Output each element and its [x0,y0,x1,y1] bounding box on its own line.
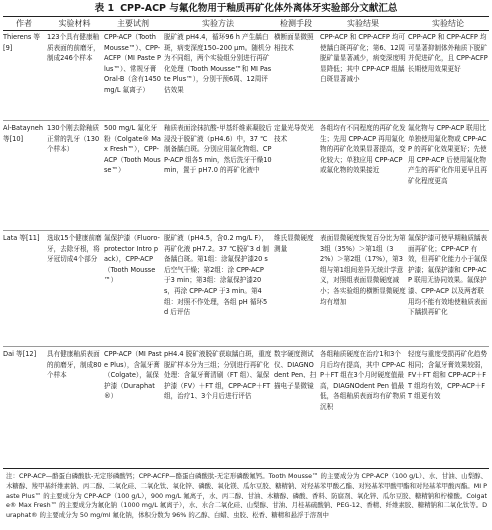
row1-method: 脱矿液 pH4.4，循环96 h 产生龋白斑，病变深度150–200 μm。随机分为不同组，两个实验组分别进行再矿化处理（Tooth Mousse™和 MI Paste Plus™），分别干预6周、12周评估效果 [164,33,272,94]
row2-conclusion: 氟化物与 CPP-ACP 联用比单独使用氟化物或 CPP-ACP 的再矿化效果更好；先使用 CPP-ACP 后使用氟化物产生的再矿化作用更早且再矿化程度更高 [408,124,488,185]
row2-author: Al-Batayneh 等[10] [3,124,43,143]
table-note: 注：CPP-ACP—酪蛋白磷酸肽-无定形磷酸钙；CPP-ACFP—酪蛋白磷酸肽-无定形磷酸氟钙。Tooth Mousse™ 的主要成分为 CPP-ACP（100 g/L）、水、甘油、山梨醇、木糖醇、羧甲基纤维素钠、丙二醇、二氧化硅、二氧化钛、氧化锌、磷酸、氧化镁、瓜尔豆胶、糖精钠、对羟基苯甲酸乙酯、对羟基苯甲酸甲酯和对羟基苯甲酸丙酯。MI Paste Plus™ 的主要成分为 CPP-ACP（100 g/L），900 mg/L 氟离子，水、丙二醇、甘油、木糖醇、磷酸、香料、防腐剂、氧化锌、瓜尔豆胶、糖精钠和柠檬酸。Colgate® Max Fresh™ 的主要成分为氟化钠（1000 mg/L 氟离子），水、水合二氧化硅、山梨醇、甘油、月桂基硫酸钠、PEG-12、香精、纤维素胶、糖精钠和二氧化钛等。Duraphat® 的主要成分为 50 mg/ml 氟化钠，体积分数为 96% 的乙醇、白蜡、虫胶、松香、糖精和悬浮于溶剂中 [6,472,487,520]
row-separator [3,346,489,347]
row2-detection: 定量光导荧光技术 [274,124,314,143]
table-bottom-rule [3,468,489,469]
row-separator [3,230,489,231]
row3-method: 脱矿液（pH4.5，含0.2 mg/L F），再矿化液 pH7.2。37 ℃脱矿3 d 制备龋白斑。第1组：涂氟保护漆20 s 后空气干燥；第2组：涂 CPP-ACP 于3 min；第3组：涂氟保护漆20 s，再涂 CPP-ACP 于3 min。第4组：对照不作处理，各组 pH 循环5 d 后评估 [164,234,269,317]
row3-conclusion: 氟保护漆可使早期釉质龋表面再矿化；CPP-ACP 有效，但再矿化能力小于氟保护漆；氟保护漆和 CPP-ACP 联用无协同效果。氟保护漆、CPP-ACP 以及两者联用均不能有效地使釉质表面下龋损再矿化 [408,234,488,317]
row1-detection: 横断面显微照相技术 [274,33,314,52]
row1-reagent: CPP-ACP（Tooth Mousse™）、CPP-ACFP（MI Paste Plus™）、常规牙膏 Oral-B（含有1450 mg/L 氟离子） [104,33,162,94]
row4-method: pH4.4 脱矿液脱矿获取龋白斑，重度脱矿样本分为三组；分别进行再矿化处理：含氟牙膏清刷（FT 组）、氟保护漆（FV）＋FT 组，CPP-ACP＋FT 组，治疗1、3个月后进行评估 [164,350,272,401]
row3-result: 表面显微硬度恢复百分比为第3组（35%）＞第1组（32%）＞第2组（17%），第3组与第1组间差异无统计学意义，对照组表面显微硬度减小；各实验组的横断显微硬度均有增加 [320,234,406,306]
header-material: 实验材料 [58,19,91,28]
table-number: 表 1 [94,3,115,14]
row1-conclusion: CPP-ACP 和 CPP-ACFP 均可显著抑制体外釉质下脱矿并促进矿化，且 CPP-ACFP 长期使用效果更好 [408,33,488,73]
header-detection: 检测手段 [280,19,312,28]
header-method: 实验方法 [202,19,234,28]
header-result: 实验结果 [347,19,379,28]
table-title: CPP-ACP 与氟化物用于釉质再矿化体外离体牙实验部分文献汇总 [120,3,398,14]
row3-reagent: 氟保护漆（Fluoro-protector Intro pack），CPP-ACP（Tooth Mousse™） [104,234,160,285]
row2-method: 釉质表面涂抹抗酸-甲基纤维素凝胶后浸没于脱矿液（pH4.6）中，37 ℃制备龋白斑。分别应用氟化物组、CPP-ACP 组各5 min，然后洗牙干燥10 min，置于 pH7.0 的再矿化液中 [164,124,272,175]
row3-detection: 维氏显微硬度测量 [274,234,314,253]
row4-author: Dai 等[12] [3,350,37,358]
row1-material: 123个具有健康釉质表面的前磨牙，制成246个样本 [47,33,100,63]
row3-author: Lata 等[11] [3,234,40,242]
row4-result: 各组釉质硬度在治疗1和3个月后均有提高，其中 CPP-ACP＋FT 组在3个月时硬度值最高，DIAGNOdent Pen 值最低，各组釉质表面均有矿物质沉积 [320,350,406,411]
row2-reagent: 500 mg/L 氟化牙粉（Colgate® Max Fresh™），CPP-ACP（Tooth Mousse™） [104,124,161,175]
row-separator [3,120,489,121]
row1-result: CPP-ACP 和 CPP-ACFP 均可使龋白斑再矿化；第6、12周脱矿量显著减少，病变深度明显降低；其中 CPP-ACP 组龋白斑显著减小 [320,33,406,84]
row2-material: 130个刚去除釉质正常的乳牙（130个样本） [47,124,100,154]
table-caption [0,3,492,15]
table-header-rule [3,30,489,31]
row4-detection: 数字硬度测试仪、DIAGNOdent Pen、扫描电子显微镜 [274,350,317,390]
header-reagent: 主要试剂 [117,19,149,28]
row3-material: 选取15个健康前磨牙，去除牙根，将牙冠切成4个部分 [47,234,102,264]
row4-reagent: CPP-ACP（MI Paste Plus），含氟牙膏（Colgate），氟保护漆（Duraphat®） [104,350,162,401]
header-conclusion: 实验结论 [432,19,464,28]
row4-material: 具有健康釉质表面的前磨牙，制成80个样本 [47,350,102,380]
header-author: 作者 [16,19,32,28]
row4-conclusion: 轻度与重度受损再矿化趋势相同；含氟牙膏效果较弱，FV＋FT 组和 CPP-ACP＋FT 组均有效，CPP-ACP＋FT 组更有效 [408,350,488,401]
row1-author: Thierens 等[9] [3,33,41,52]
row2-result: 各组均有不同程度的再矿化发生；先用 CPP-ACP 再用氟化物的再矿化效果显著提高，变化较大；单独应用 CPP-ACP 或氟化物的效果接近 [320,124,406,175]
